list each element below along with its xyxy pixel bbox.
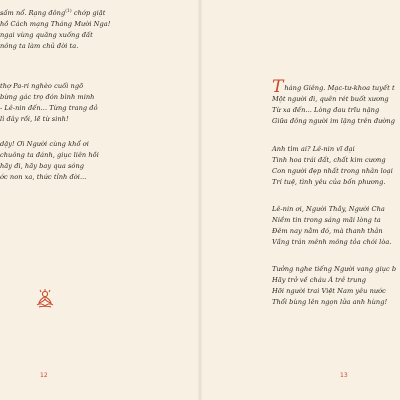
poem-line: - Lê-nin đến... Từng trang đỏ [0, 104, 98, 112]
poem-line: chuông ta đánh, giục liên hồi [0, 151, 99, 159]
right-stanza-2 [272, 144, 393, 188]
poem-line: Giữa đông người im lặng trên đường [272, 117, 396, 125]
right-stanza-1 [272, 77, 396, 127]
drop-cap: T [272, 77, 284, 97]
poem-line: Tinh hoa trái đất, chất kim cương [272, 156, 386, 164]
poem-line: hồ Cách mạng Tháng Mười Nga! [0, 20, 111, 28]
right-stanza-4 [272, 264, 396, 308]
poem-line: Một người đi, quên rét buốt xương [272, 95, 389, 103]
poem-line: hãy đi, hãy bay qua sóng [0, 162, 85, 170]
poem-line: Đêm nay nằm đó, mà thanh thản [272, 227, 383, 235]
lotus-ornament-icon [34, 288, 56, 310]
poem-line: ớc non xa, thức tỉnh đời... [0, 173, 87, 181]
poem-line: Hỡi người trai Việt Nam yêu nước [272, 287, 386, 295]
poem-line: Vầng trán mênh mông tỏa chói lòa. [272, 238, 392, 246]
poem-line: nông ta làm chủ đời ta. [0, 42, 79, 50]
page-number: 12 [40, 372, 48, 379]
poem-line: Tháng Giêng. Mạc-tư-khoa tuyết t [272, 77, 395, 97]
poem-line: Trí tuệ, tình yêu của bốn phương. [272, 178, 386, 186]
poem-line: Lê-nin ơi, Người Thầy, Người Cha [272, 205, 385, 213]
poem-line: Hãy trở về cháu Á trẻ trung [272, 276, 366, 284]
right-stanza-3 [272, 204, 392, 248]
poem-line: Thổi bùng lên ngọn lửa anh hùng! [272, 298, 388, 306]
poem-line: dậy! Ơi Người cùng khổ ơi [0, 140, 89, 148]
poem-line: Tưởng nghe tiếng Người vang giục b [272, 265, 397, 273]
page-number: 13 [340, 372, 348, 379]
left-stanza-2 [0, 81, 98, 125]
poem-line: bừng gác trọ đón bình minh [0, 93, 95, 101]
poem-line: Con người đẹp nhất trong nhân loại [272, 167, 393, 175]
poem-line: ngại vùng quăng xuống đất [0, 31, 93, 39]
left-stanza-3 [0, 139, 99, 183]
footnote-marker[interactable]: (1) [65, 8, 72, 14]
poem-line: thợ Pa-ri nghèo cuối ngõ [0, 82, 84, 90]
poem-line: lì đây rồi, lẽ từ sinh! [0, 115, 69, 123]
left-stanza-1 [0, 8, 110, 52]
right-page [200, 0, 400, 400]
poem-line: Từ xa đến... Lòng đau trĩu nặng [272, 106, 380, 114]
poem-line: sấm nổ. Rạng đông$^{(1)}$ chớp giật [0, 8, 106, 17]
poem-line: Anh tìm ai? Lê-nin vĩ đại [272, 145, 355, 153]
poem-line: Niềm tin trong sáng mãi lòng ta [272, 216, 381, 224]
